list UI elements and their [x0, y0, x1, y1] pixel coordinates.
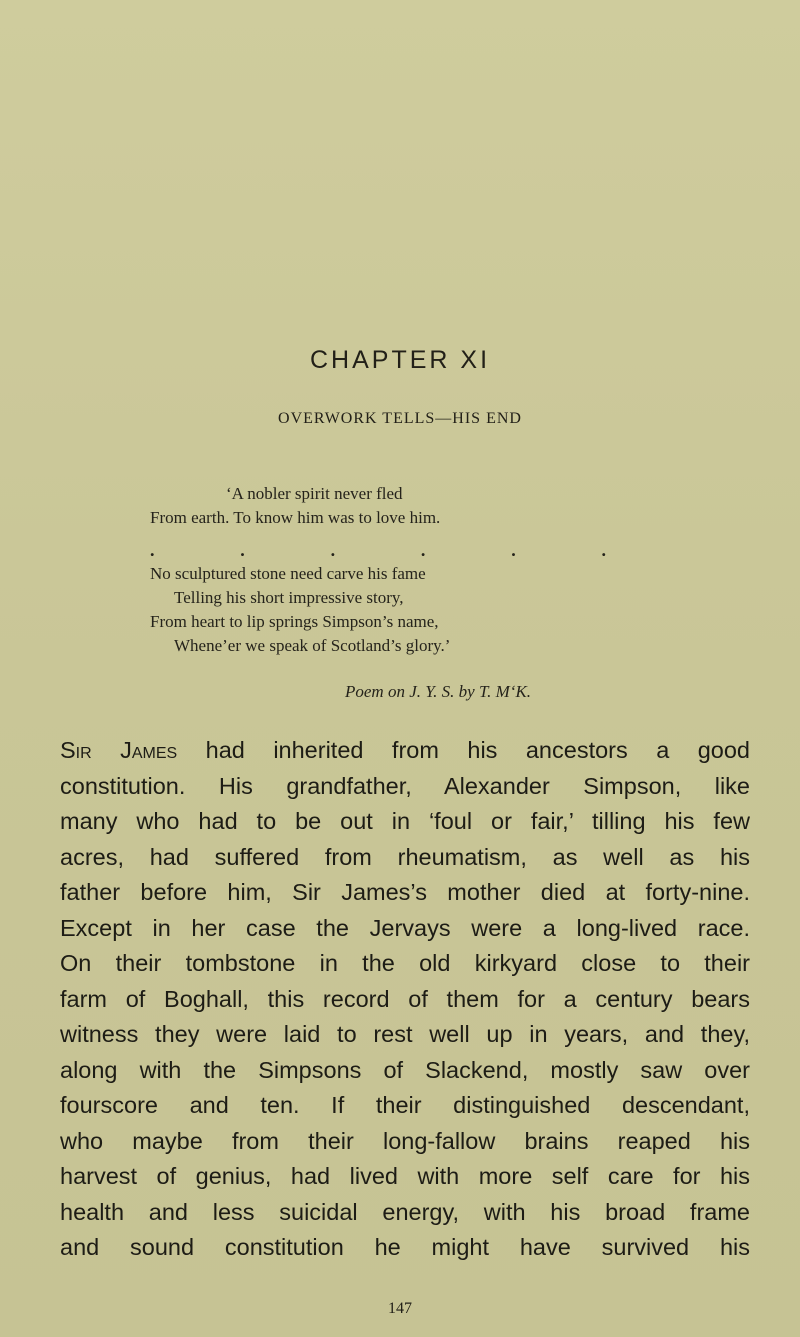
page-number: 147: [388, 1300, 412, 1317]
ellipsis-dot: .: [330, 540, 336, 560]
body-line: and sound constitution he might have survived his: [60, 1234, 750, 1260]
body-line: farm of Boghall, this record of them for a century bears: [60, 985, 750, 1012]
epigraph-line: No sculptured stone need carve his fame: [150, 564, 426, 583]
epigraph-attribution: Poem on J. Y. S. by T. M‘K.: [345, 682, 532, 701]
epigraph-line: Telling his short impressive story,: [174, 588, 404, 607]
epigraph-line: ‘A nobler spirit never fled: [226, 484, 403, 503]
epigraph-line: From heart to lip springs Simpson’s name,: [150, 612, 439, 631]
body-line: Sir James had inherited from his ancestors a good: [60, 737, 750, 763]
opening-smallcaps: Sir James: [60, 737, 178, 763]
body-line: health and less suicidal energy, with his broad frame: [60, 1198, 750, 1225]
epigraph-line: Whene’er we speak of Scotland’s glory.’: [174, 636, 451, 655]
epigraph-line: From earth. To know him was to love him.: [150, 508, 441, 527]
ellipsis-dot: .: [420, 540, 426, 560]
epigraph-ellipsis: [150, 540, 606, 561]
chapter-subtitle: OVERWORK TELLS—HIS END: [278, 410, 522, 427]
ellipsis-dot: .: [601, 540, 606, 560]
body-line: along with the Simpsons of Slackend, mostly saw over: [60, 1056, 750, 1083]
ellipsis-dot: .: [511, 540, 516, 560]
ellipsis-dot: .: [240, 540, 245, 560]
body-paragraph: [60, 733, 750, 1266]
body-line: fourscore and ten. If their distinguished descendant,: [60, 1092, 750, 1118]
body-line: constitution. His grandfather, Alexander Simpson, like: [60, 772, 750, 799]
body-line: many who had to be out in ‘foul or fair,’ tilling his few: [60, 808, 750, 834]
body-line: who maybe from their long-fallow brains reaped his: [60, 1127, 750, 1154]
chapter-title: CHAPTER XI: [309, 346, 491, 374]
body-line: harvest of genius, had lived with more self care for his: [60, 1163, 750, 1189]
body-line: acres, had suffered from rheumatism, as well as his: [60, 843, 750, 870]
body-line: Except in her case the Jervays were a long-lived race.: [60, 914, 750, 941]
ellipsis-dot: .: [150, 540, 155, 560]
body-line: On their tombstone in the old kirkyard close to their: [60, 950, 750, 976]
body-line: witness they were laid to rest well up in years, and they,: [60, 1021, 750, 1047]
body-line: father before him, Sir James’s mother died at forty-nine.: [60, 879, 750, 905]
